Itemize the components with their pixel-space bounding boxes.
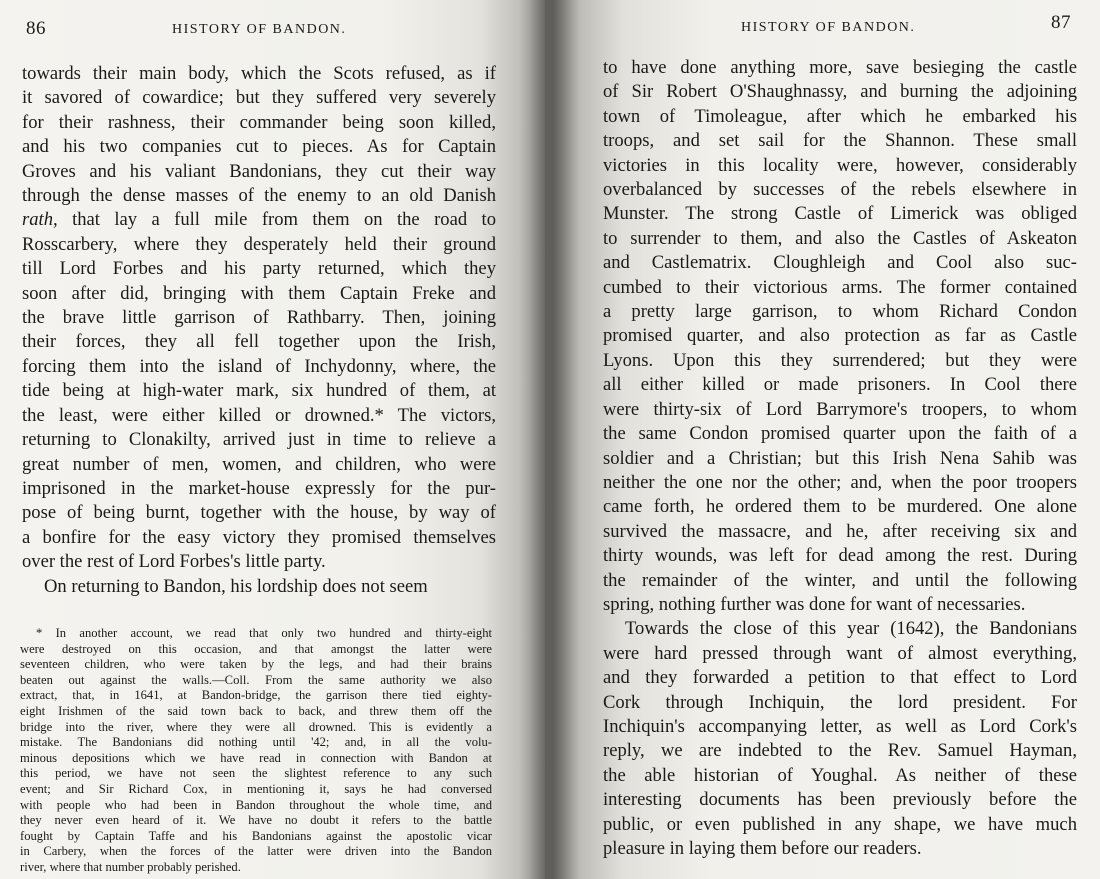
text-line: towards their main body, which the Scots refused, as if bbox=[22, 63, 496, 84]
text-line: and they forwarded a petition to that effect to Lord bbox=[603, 667, 1077, 689]
text-line: the same Condon promised quarter upon the faith of a bbox=[603, 423, 1077, 445]
text-line: over the rest of Lord Forbes's little party. bbox=[22, 551, 326, 573]
text-line: pose of being burnt, together with the house, by way of bbox=[22, 502, 496, 524]
text-line: a pretty large garrison, to whom Richard Condon bbox=[603, 301, 1077, 323]
footnote bbox=[20, 626, 492, 876]
text-line: public, or even published in any shape, we have much bbox=[603, 813, 1077, 835]
text-line: On returning to Bandon, his lordship does not seem bbox=[44, 575, 428, 597]
text-line: Groves and his valiant Bandonians, they cut their way bbox=[22, 160, 496, 182]
text-line: Munster. The strong Castle of Limerick was obliged bbox=[603, 203, 1077, 225]
text-line: imprisoned in the market-house expressly for the pur- bbox=[22, 477, 496, 499]
text-line: victories in this locality were, however, considerably bbox=[603, 154, 1077, 176]
footnote-line: with people who had been in Bandon throughout the whole time, and bbox=[20, 797, 492, 812]
text-line: neither the one nor the other; and, when the poor troopers bbox=[603, 471, 1077, 493]
footnote-line: event; and Sir Richard Cox, in mentioning it, says he had conversed bbox=[20, 781, 492, 796]
footnote-line: minous depositions which we have read in connection with Bandon at bbox=[20, 750, 492, 765]
text-line: to have done anything more, save besieging the castle bbox=[603, 57, 1077, 78]
text-line: the least, were either killed or drowned.* The victors, bbox=[22, 404, 496, 426]
text-line: troops, and set sail for the Shannon. These small bbox=[603, 130, 1077, 152]
body-text bbox=[22, 62, 496, 599]
text-line: and Castlematrix. Cloughleigh and Cool also suc- bbox=[603, 252, 1077, 274]
text-line: overbalanced by successes of the rebels elsewhere in bbox=[603, 179, 1077, 201]
text-line: cumbed to their victorious arms. The former contained bbox=[603, 276, 1077, 298]
page-number: 86 bbox=[26, 18, 46, 39]
text-line: a bonfire for the easy victory they promised themselves bbox=[22, 526, 496, 548]
footnote-line: eight Irishmen of the said town back to back, and threw them off the bbox=[20, 703, 492, 718]
text-line: Rosscarbery, where they desperately held their ground bbox=[22, 233, 496, 255]
right-page bbox=[545, 0, 1100, 879]
text-line: Towards the close of this year (1642), the Bandonians bbox=[625, 618, 1077, 640]
running-head: HISTORY OF BANDON. bbox=[172, 22, 347, 37]
text-line: town of Timoleague, after which he embarked his bbox=[603, 105, 1077, 127]
text-line: were thirty-six of Lord Barrymore's troopers, to whom bbox=[603, 398, 1077, 420]
text-line: Inchiquin's accompanying letter, as well as Lord Cork's bbox=[603, 715, 1077, 737]
footnote-line: bridge into the river, where they were all drowned. This is evidently a bbox=[20, 719, 492, 734]
text-line: rath, that lay a full mile from them on the road to bbox=[22, 209, 496, 231]
text-line: their forces, they all fell together upon the Irish, bbox=[22, 331, 496, 353]
text-line: came forth, he ordered them to be murdered. One alone bbox=[603, 496, 1077, 518]
text-line: forcing them into the island of Inchydonny, where, the bbox=[22, 355, 496, 377]
left-page bbox=[0, 0, 545, 879]
text-line: for their rashness, their commander being soon killed, bbox=[22, 111, 496, 133]
footnote-line: in Carbery, when the forces of the latter were driven into the Bandon bbox=[20, 844, 492, 859]
text-line: and his two companies cut to pieces. As for Captain bbox=[22, 136, 496, 158]
footnote-line: seventeen children, who were taken by the legs, and had their brains bbox=[20, 657, 492, 672]
footnote-line: * In another account, we read that only two hundred and thirty-eight bbox=[36, 626, 492, 640]
text-line: soldier and a Christian; but this Irish Nena Sahib was bbox=[603, 447, 1077, 469]
text-line: promised quarter, and also protection as far as Castle bbox=[603, 325, 1077, 347]
text-line: all either killed or made prisoners. In Cool there bbox=[603, 374, 1077, 396]
text-line: the remainder of the winter, and until the following bbox=[603, 569, 1077, 591]
footnote-line: mistake. The Bandonians did nothing until '42; and, in all the volu- bbox=[20, 735, 492, 750]
text-line: were hard pressed through want of almost everything, bbox=[603, 642, 1077, 664]
text-line: tide being at high-water mark, six hundred of them, at bbox=[22, 380, 496, 402]
footnote-line: this period, we have not seen the slightest reference to any such bbox=[20, 766, 492, 781]
running-head: HISTORY OF BANDON. bbox=[741, 20, 916, 35]
footnote-line: river, where that number probably perished. bbox=[20, 859, 241, 874]
text-line: Lyons. Upon this they surrendered; but they were bbox=[603, 349, 1077, 371]
text-line: Cork through Inchiquin, the lord president. For bbox=[603, 691, 1077, 713]
body-text bbox=[603, 56, 1077, 861]
footnote-line: fought by Captain Taffe and his Bandonians against the apostolic vicar bbox=[20, 828, 492, 843]
text-line: returning to Clonakilty, arrived just in time to relieve a bbox=[22, 429, 496, 451]
text-line: great number of men, women, and children, who were bbox=[22, 453, 496, 475]
text-line: of Sir Robert O'Shaughnassy, and burning the adjoining bbox=[603, 81, 1077, 103]
text-line: thirty wounds, was left for dead among the rest. During bbox=[603, 545, 1077, 567]
footnote-line: beaten out against the walls.—Coll. From the same authority we also bbox=[20, 672, 492, 687]
text-line: survived the massacre, and he, after receiving six and bbox=[603, 520, 1077, 542]
text-line: pleasure in laying them before our readers. bbox=[603, 838, 922, 859]
text-line: spring, nothing further was done for want of necessaries. bbox=[603, 593, 1026, 615]
page-number: 87 bbox=[1051, 12, 1071, 33]
footnote-line: they never even heard of it. We have no doubt it refers to the battle bbox=[20, 813, 492, 828]
text-line: till Lord Forbes and his party returned, which they bbox=[22, 258, 496, 280]
text-line: the able historian of Youghal. As neither of these bbox=[603, 764, 1077, 786]
text-line: to surrender to them, and also the Castles of Askeaton bbox=[603, 227, 1077, 249]
text-line: interesting documents has been previously before the bbox=[603, 789, 1077, 811]
text-line: it savored of cowardice; but they suffered very severely bbox=[22, 87, 496, 109]
text-line: the brave little garrison of Rathbarry. Then, joining bbox=[22, 307, 496, 329]
text-line: soon after did, bringing with them Captain Freke and bbox=[22, 282, 496, 304]
footnote-line: were destroyed on this occasion, and that amongst the latter were bbox=[20, 641, 492, 656]
text-line: through the dense masses of the enemy to an old Danish bbox=[22, 185, 496, 207]
footnote-line: extract, that, in 1641, at Bandon-bridge, the garrison there tied eighty- bbox=[20, 688, 492, 703]
text-line: reply, we are indebted to the Rev. Samuel Hayman, bbox=[603, 740, 1077, 762]
